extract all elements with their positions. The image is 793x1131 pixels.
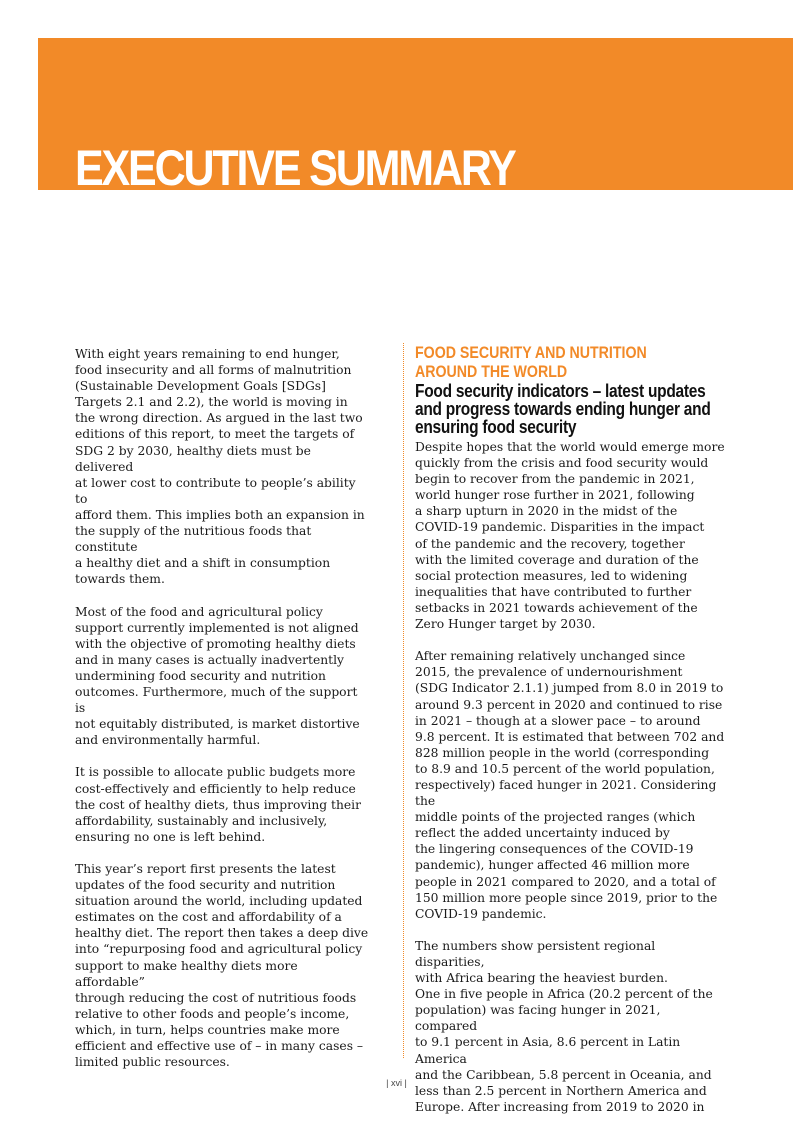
text-line: COVID-19 pandemic. bbox=[415, 906, 547, 921]
text-line: and progress towards ending hunger and bbox=[415, 399, 711, 419]
text-line: with the limited coverage and duration of the bbox=[415, 552, 699, 567]
text-line: ensuring no one is left behind. bbox=[75, 829, 266, 844]
text-line: AROUND THE WORLD bbox=[415, 363, 568, 381]
body-paragraph bbox=[75, 764, 370, 844]
text-line: population) was facing hunger in 2021, compared bbox=[415, 1003, 661, 1034]
text-line: which, in turn, helps countries make more bbox=[75, 1022, 340, 1037]
text-line: in 2021 – though at a slower pace – to around bbox=[415, 713, 701, 728]
text-line: Food security indicators – latest updates bbox=[415, 381, 706, 401]
text-line: 9.8 percent. It is estimated that between 702 and bbox=[415, 729, 725, 744]
text-line: inequalities that have contributed to further bbox=[415, 584, 692, 599]
text-line: FOOD SECURITY AND NUTRITION bbox=[415, 344, 647, 362]
text-line: With eight years remaining to end hunger, bbox=[75, 347, 340, 361]
text-line: into “repurposing food and agricultural policy bbox=[75, 942, 363, 957]
body-paragraph bbox=[75, 861, 370, 1070]
text-line: efficient and effective use of – in many cases – bbox=[75, 1039, 364, 1054]
text-line: with the objective of promoting healthy diets bbox=[75, 636, 356, 651]
text-line: Despite hopes that the world would emerge more bbox=[415, 440, 725, 454]
text-line: cost-effectively and efficiently to help reduce bbox=[75, 781, 356, 796]
text-line: (Sustainable Development Goals [SDGs] bbox=[75, 379, 326, 394]
text-line: limited public resources. bbox=[75, 1055, 230, 1070]
text-line: This year’s report first presents the latest bbox=[75, 862, 336, 876]
text-line: the supply of the nutritious foods that constitute bbox=[75, 524, 312, 555]
text-line: a healthy diet and a shift in consumption bbox=[75, 556, 331, 571]
text-line: setbacks in 2021 towards achievement of the bbox=[415, 600, 698, 615]
text-line: ensuring food security bbox=[415, 417, 577, 437]
text-line: Zero Hunger target by 2030. bbox=[415, 617, 596, 632]
body-paragraph bbox=[415, 938, 725, 1115]
body-paragraph bbox=[415, 439, 725, 632]
right-column bbox=[415, 344, 725, 1131]
sub-heading bbox=[415, 381, 711, 437]
text-line: 2015, the prevalence of undernourishment bbox=[415, 665, 683, 680]
text-line: (SDG Indicator 2.1.1) jumped from 8.0 in 2019 to bbox=[415, 681, 724, 696]
text-line: support currently implemented is not aligned bbox=[75, 620, 359, 635]
text-line: of the pandemic and the recovery, together bbox=[415, 536, 685, 551]
text-line: around 9.3 percent in 2020 and continued to rise bbox=[415, 697, 723, 712]
text-line: COVID-19 pandemic. Disparities in the impact bbox=[415, 520, 705, 535]
text-line: less than 2.5 percent in Northern America and bbox=[415, 1083, 707, 1098]
column-divider bbox=[403, 343, 404, 1058]
text-line: reflect the added uncertainty induced by bbox=[415, 826, 670, 841]
text-line: Europe. After increasing from 2019 to 2020 in bbox=[415, 1099, 705, 1114]
text-line: One in five people in Africa (20.2 percent of the bbox=[415, 987, 713, 1002]
text-line: editions of this report, to meet the targets of bbox=[75, 427, 355, 442]
body-paragraph bbox=[75, 604, 370, 749]
text-line: 828 million people in the world (corresponding bbox=[415, 745, 710, 760]
text-line: respectively) faced hunger in 2021. Considering the bbox=[415, 777, 717, 809]
page-title: EXECUTIVE SUMMARY bbox=[75, 140, 515, 196]
text-line: support to make healthy diets more affordable” bbox=[75, 958, 298, 989]
text-line: After remaining relatively unchanged since bbox=[415, 649, 686, 664]
text-line: a sharp upturn in 2020 in the midst of the bbox=[415, 504, 678, 519]
text-line: and in many cases is actually inadvertently bbox=[75, 652, 344, 667]
text-line: 150 million more people since 2019, prior to the bbox=[415, 890, 718, 905]
text-line: with Africa bearing the heaviest burden. bbox=[415, 971, 668, 986]
text-line: Most of the food and agricultural policy bbox=[75, 604, 323, 619]
text-line: begin to recover from the pandemic in 2021, bbox=[415, 472, 695, 487]
body-paragraph bbox=[415, 648, 725, 922]
text-line: middle points of the projected ranges (which bbox=[415, 810, 696, 825]
text-line: not equitably distributed, is market distortive bbox=[75, 717, 360, 732]
left-column bbox=[75, 346, 370, 1086]
text-line: quickly from the crisis and food security would bbox=[415, 456, 709, 471]
text-line: Targets 2.1 and 2.2), the world is moving in bbox=[75, 395, 348, 410]
text-line: situation around the world, including updated bbox=[75, 894, 363, 909]
text-line: world hunger rose further in 2021, following bbox=[415, 488, 695, 503]
text-line: relative to other foods and people’s income, bbox=[75, 1006, 350, 1021]
text-line: and the Caribbean, 5.8 percent in Oceania, and bbox=[415, 1067, 712, 1082]
text-line: to 8.9 and 10.5 percent of the world population, bbox=[415, 761, 715, 776]
text-line: healthy diet. The report then takes a deep dive bbox=[75, 926, 369, 941]
section-heading bbox=[415, 344, 682, 382]
text-line: food insecurity and all forms of malnutrition bbox=[75, 363, 352, 378]
text-line: undermining food security and nutrition bbox=[75, 668, 326, 683]
text-line: The numbers show persistent regional disparities, bbox=[415, 938, 656, 969]
text-line: at lower cost to contribute to people’s ability to bbox=[75, 475, 356, 506]
text-line: It is possible to allocate public budgets more bbox=[75, 765, 356, 780]
text-line: people in 2021 compared to 2020, and a total of bbox=[415, 874, 716, 889]
text-line: afford them. This implies both an expansion in bbox=[75, 507, 365, 522]
text-line: the lingering consequences of the COVID-19 bbox=[415, 842, 694, 857]
text-line: SDG 2 by 2030, healthy diets must be delivered bbox=[75, 443, 311, 474]
text-line: the cost of healthy diets, thus improving their bbox=[75, 797, 361, 812]
body-paragraph bbox=[75, 346, 370, 587]
text-line: and environmentally harmful. bbox=[75, 733, 261, 748]
text-line: outcomes. Furthermore, much of the support is bbox=[75, 684, 358, 716]
text-line: affordability, sustainably and inclusively, bbox=[75, 813, 328, 828]
text-line: through reducing the cost of nutritious foods bbox=[75, 990, 357, 1005]
text-line: towards them. bbox=[75, 572, 165, 587]
text-line: the wrong direction. As argued in the last two bbox=[75, 411, 363, 426]
text-line: to 9.1 percent in Asia, 8.6 percent in Latin America bbox=[415, 1035, 681, 1066]
text-line: updates of the food security and nutrition bbox=[75, 878, 336, 893]
text-line: social protection measures, led to widening bbox=[415, 568, 688, 583]
text-line: pandemic), hunger affected 46 million more bbox=[415, 858, 690, 873]
text-line: estimates on the cost and affordability of a bbox=[75, 910, 342, 925]
page-number: | xvi | bbox=[386, 1078, 407, 1088]
